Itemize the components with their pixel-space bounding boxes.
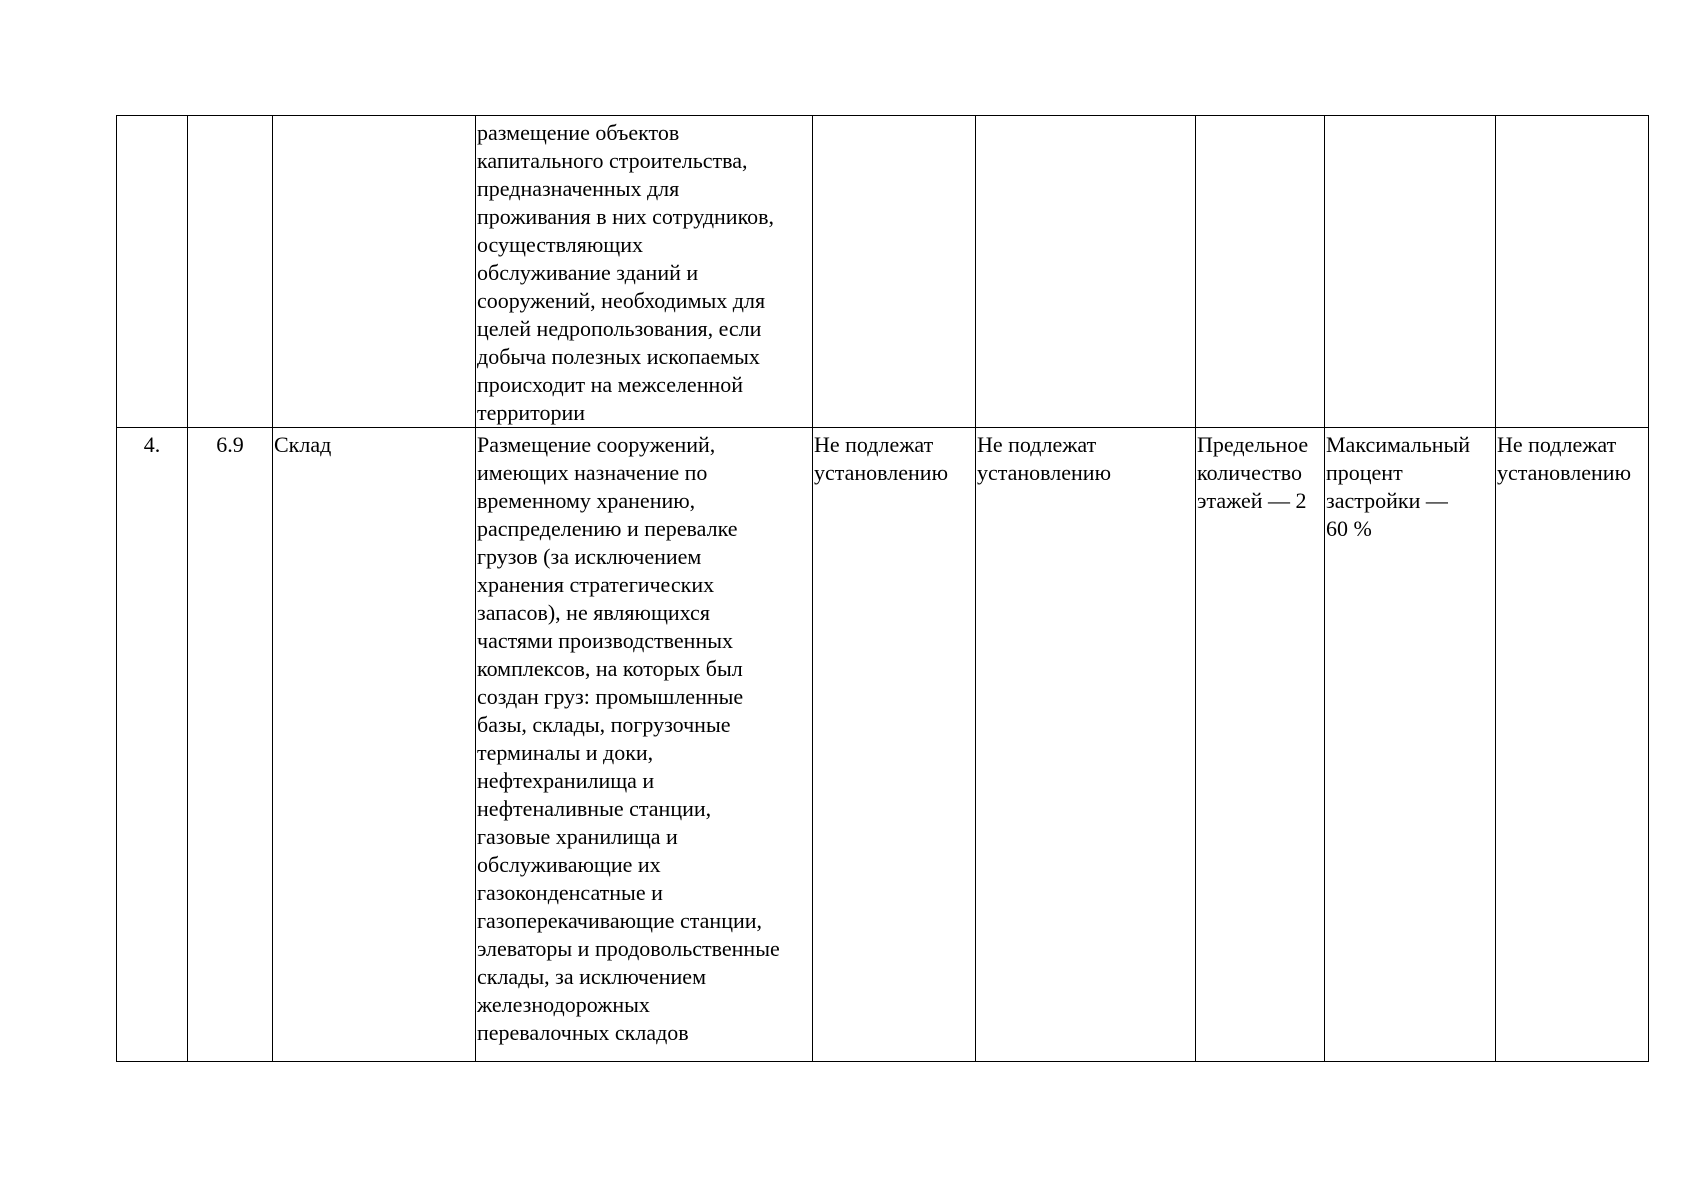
table-row	[117, 116, 1649, 428]
parameter-cell-3: Предельное количество этажей — 2	[1196, 428, 1325, 1062]
table-row	[117, 428, 1649, 1062]
code-cell: 6.9	[188, 428, 273, 1062]
use-name-cell: Склад	[273, 428, 476, 1062]
parameter-cell-5	[1496, 116, 1649, 428]
row-number-cell: 4.	[117, 428, 188, 1062]
zoning-regulations-table	[116, 115, 1649, 1062]
use-description-cell: Размещение сооружений, имеющих назначение по временному хранению, распределению и перевалке грузов (за исключением хранения стратегических запасов), не являющихся частями производственных комплексов, на которых был создан груз: промышленные базы, склады, погрузочные терминалы и доки, нефтехранилища и нефтеналивные станции, газовые хранилища и обслуживающие их газоконденсатные и газоперекачивающие станции, элеваторы и продовольственные склады, за исключением железнодорожных перевалочных складов	[476, 428, 813, 1062]
use-name-cell	[273, 116, 476, 428]
parameter-cell-4	[1325, 116, 1496, 428]
parameter-cell-2	[976, 116, 1196, 428]
row-number-cell	[117, 116, 188, 428]
parameter-cell-1: Не подлежат установлению	[813, 428, 976, 1062]
parameter-cell-3	[1196, 116, 1325, 428]
parameter-cell-5: Не подлежат установлению	[1496, 428, 1649, 1062]
parameter-cell-4: Максимальный процент застройки — 60 %	[1325, 428, 1496, 1062]
parameter-cell-2: Не подлежат установлению	[976, 428, 1196, 1062]
use-description-cell: размещение объектов капитального строительства, предназначенных для проживания в них сотрудников, осуществляющих обслуживание зданий и сооружений, необходимых для целей недропользования, если добыча полезных ископаемых происходит на межселенной территории	[476, 116, 813, 428]
code-cell	[188, 116, 273, 428]
parameter-cell-1	[813, 116, 976, 428]
